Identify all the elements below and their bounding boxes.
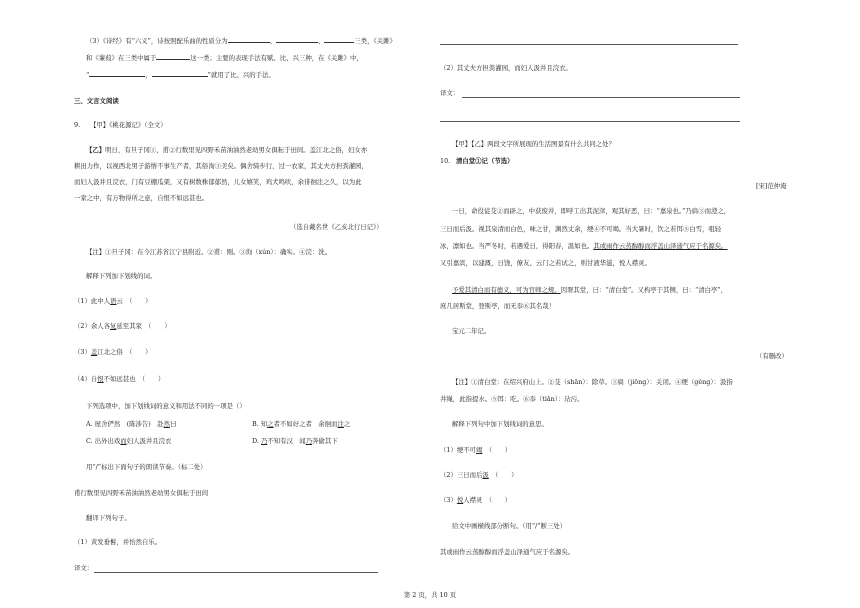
passage-date: 宝元二年记。 — [452, 327, 491, 335]
translate-item-2: （2）其丈夫方担粪灌园，而妇人汲井且浣衣。 — [440, 64, 572, 72]
explain-right-item-1: （1）绠不可竭 （ ） — [440, 446, 512, 454]
answer-line[interactable] — [440, 44, 738, 45]
answer-line[interactable] — [440, 121, 740, 122]
slash-sentence: 甫行数里见四野禾苗油油然老幼男女俱耘于田间 — [74, 489, 209, 497]
passage-note-line1: 【注】①清白堂：在绍兴府山上。②芟（shān）：除草。③扃（jiōng）：关闭。④绠（gěng）：汲指 — [452, 378, 733, 386]
yi-para-line3: 而妇人汲井且浣衣，门有豆棚瓜架，又有树数株郁郁然，儿女嬉笑，鸡犬鸣吠，余徘徊注之久，以为此 — [74, 178, 362, 186]
passage-line2: 三日而后汲。视其泉清而白色，味之甘，渊然丈余，绠④不可竭。当大暑时，饮之若饵⑤白雪，咀轻 — [440, 225, 722, 233]
yi-note: 【注】①旦子冈：在今江苏省江宁县附近。②甫：刚。③洵（xún）：确实。④浣：洗。 — [86, 248, 332, 256]
yi-para-line4: 一家之中，有万物得所之意，自恨不如远甚也。 — [74, 194, 209, 202]
source-citation: （选自戴名世《乙亥北行日记》） — [290, 223, 383, 231]
q10-number: 10. — [440, 157, 451, 165]
q3-line1: （3）《诗经》有“六义”，诗按照配乐曲的性质分为 、 、 三类，《关雎》 — [86, 37, 396, 45]
yi-para-line2: 耕田力作，以视西北男子游惰不事生产者，其俗洵③美矣。偶舍骑步行，过一农家，其丈夫方担粪灌园， — [74, 162, 368, 170]
section-heading: 三、文言文阅读 — [74, 97, 119, 105]
choose-instruction: 下列选项中，加下划线词的意义和用法不同的一项是（） — [86, 402, 246, 410]
page-footer: 第 2 页，共 10 页 — [403, 591, 457, 599]
passage-line6: 庶几居斯堂，登斯亭，而无忝⑥其名哉！ — [440, 302, 556, 310]
explain-item-4: （4）自恨不如远甚也 （ ） — [74, 375, 165, 383]
compare-question: 【甲】【乙】两段文字所展现的生活图景有什么共同之处？ — [452, 140, 615, 148]
answer-line[interactable] — [462, 97, 740, 98]
explain-right-item-2: （2）三日而后汲 （ ） — [440, 471, 518, 479]
explain-instruction: 解释下列加下划线的词。 — [86, 272, 157, 280]
author: [宋]范仲淹 — [756, 182, 787, 190]
q3-line2: 和《蒹葭》在三类中属于 这一类；主要的表现手法有赋、比、兴三种，在《关雎》中， — [86, 54, 363, 62]
passage-line5: 予爱其清白而有德义，可为官师之规。因署其堂，曰：“清白堂”。又构亭于其侧，曰：“清白亭”， — [452, 286, 728, 294]
translate-item-1: （1）黄发垂髫，并怡然自乐。 — [74, 538, 162, 546]
q3-line3: “ ， ”就用了比、兴的手法。 — [86, 71, 275, 79]
answer-line[interactable] — [94, 572, 378, 573]
explain-right-item-3: （3）悦人襟灵 （ ） — [440, 496, 512, 504]
translation-label-right: 译文： — [440, 89, 460, 97]
passage-line3: 冰，凛如也。当严冬时，若遇爱日，得阳春，温如也。其或雨作云蒸醇醇而浮盖山泽通气应于名源矣。 — [440, 242, 728, 250]
slash-instruction-right: 给文中画横线部分断句。（用“/”断三处） — [452, 522, 567, 530]
slash-instruction: 用“/”标出下面句子的朗读节奏。（标二处） — [86, 463, 207, 471]
q10-title: 清白堂①记（节选） — [456, 157, 514, 165]
explain-item-1: （1）此中人语云 （ ） — [74, 297, 152, 305]
slash-sentence-right: 其或雨作云蒸醇醇而浮盖山泽通气应于名源矣。 — [440, 548, 575, 556]
explain-instruction-right: 解释下列句中加下划线词的意思。 — [452, 420, 548, 428]
explain-item-3: （3）盖江北之俗 （ ） — [74, 348, 152, 356]
q9-title: 【甲】《桃花源记》（全文） — [90, 121, 167, 129]
option-d[interactable]: D. 乃不知有汉 闻乃奔偷其下 — [252, 437, 338, 445]
passage-line4: 又引嘉宾，以建溉，日饶，僚友、云门之若试之，则甘液华滋，悦人襟灵。 — [440, 259, 651, 267]
passage-note-line2: 井绳，此指提水。⑤饵：吃。⑥忝（tiǎn）：玷污。 — [440, 395, 584, 403]
translation-label-left: 译文： — [74, 564, 94, 572]
option-a[interactable]: A. 屋舍俨然 (陈涉告) 赴然曰 — [86, 420, 177, 428]
yi-para-line1: 【乙】明日，有旦子冈①，甫②行数里见四野禾苗油油然老幼男女俱耘于田间。盖江北之俗，妇女亦 — [86, 146, 368, 154]
option-b[interactable]: B. 知之者不如好之者 余徊而注之 — [252, 420, 351, 428]
explain-item-2: （2）余人各复延至其家 （ ） — [74, 322, 171, 330]
translate-instruction: 翻译下列句子。 — [86, 514, 131, 522]
abridged-note: （有删改） — [756, 352, 788, 360]
passage-line1: 一日，命役徒芟②而辟之，中获废井，即呼工出其泥滓，观其好恶，曰：“嘉泉也。”乃扃③而澄之， — [452, 207, 731, 215]
option-c[interactable]: C. 出外出戏而妇人汲井且浣衣 — [86, 437, 172, 445]
q9-number: 9. — [74, 121, 81, 129]
